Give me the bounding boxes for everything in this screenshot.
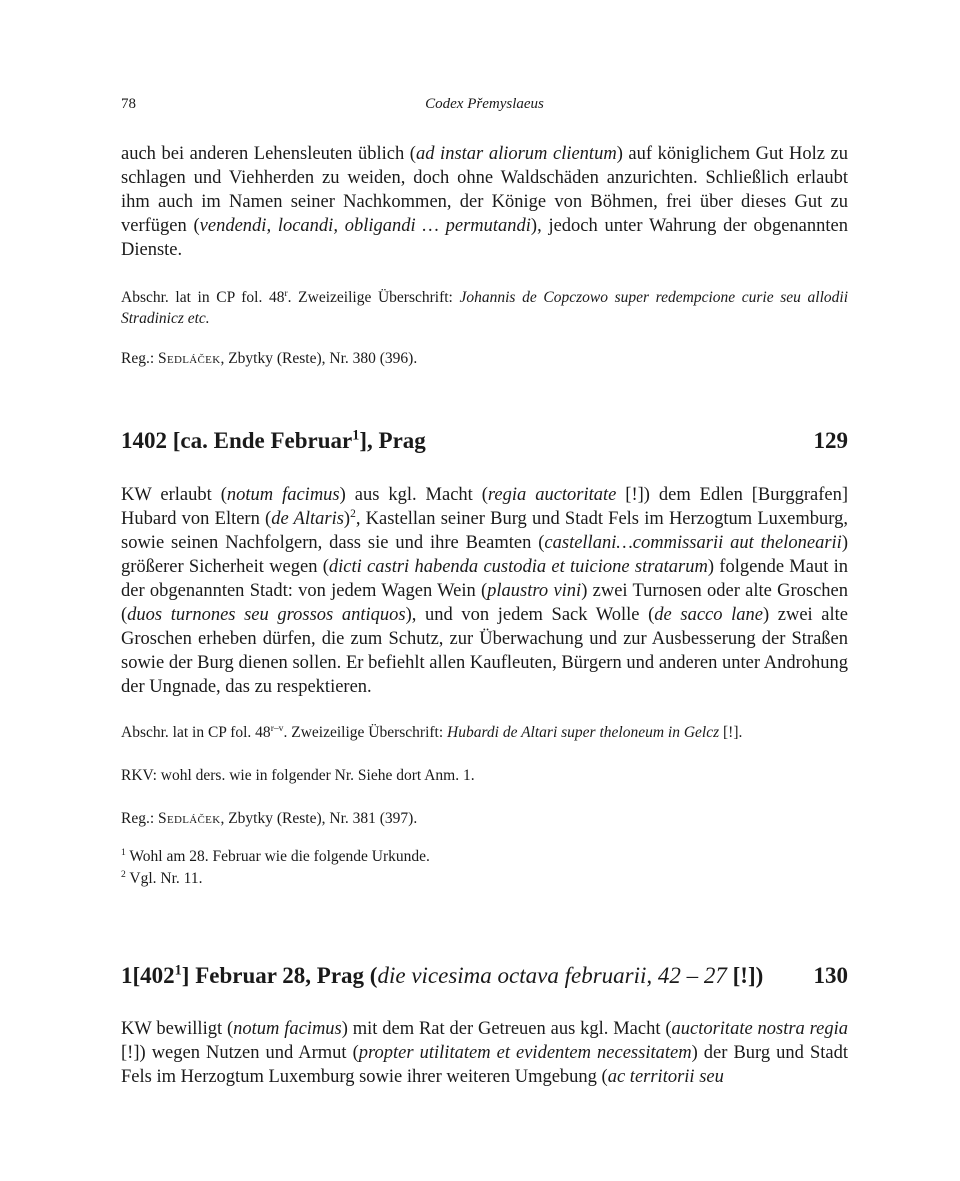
text-run: Reg.:	[121, 350, 159, 367]
text-run: auctoritate nostra regia	[671, 1019, 849, 1039]
text-run: ], Prag	[359, 428, 426, 453]
document-page	[121, 0, 848, 1181]
text-run: [!]) dem Edlen [Burggrafen] Hubard von Eltern (	[121, 485, 848, 529]
text-run: die vicesima octava februarii, 42 – 27	[377, 963, 727, 988]
text-run: Abschr. lat in CP fol. 48	[121, 724, 271, 741]
text-run: Sedláček	[158, 350, 221, 367]
text-run: castellani…commissarii aut thelonearii	[544, 533, 842, 553]
text-run: ) größerer Sicherheit wegen (	[121, 533, 848, 577]
text-run: ) der Burg und Stadt Fels im Herzogtum Luxemburg sowie ihrer weiteren Umgebung (	[121, 1043, 848, 1087]
footnote-1: $^1$ Wohl am 28. Februar wie die folgende Urkunde.	[121, 846, 430, 865]
text-run: de Altaris	[271, 509, 344, 529]
text-run: ac territorii seu	[607, 1067, 724, 1087]
entry-130-title	[121, 963, 763, 989]
text-run: r–v	[270, 722, 284, 734]
entry-129-text	[121, 483, 848, 699]
running-title: Codex Přemyslaeus	[425, 96, 544, 112]
text-run: , Zbytky (Reste), Nr. 380 (396).	[220, 350, 418, 367]
text-run: ) auf königlichem Gut Holz zu schlagen und Viehherden zu weiden, doch ohne Waldschäden anzurichten. Schließlich erlaubt ihm auch im Namen seiner Nachkommen, der Könige von Böhmen, frei über dieses Gut zu verfügen (	[121, 144, 849, 236]
text-run: ) mit dem Rat der Getreuen aus kgl. Macht (	[341, 1019, 672, 1039]
text-run: . Zweizeilige Überschrift:	[287, 289, 460, 306]
text-run: KW erlaubt (	[121, 485, 227, 505]
prev-entry-source-note	[121, 287, 848, 329]
text-run: ) zwei alte Groschen erheben dürfen, die zum Schutz, zur Überwachung und zur Ausbesserung der Straßen sowie der Burg dienen sollen. Er befiehlt allen Kaufleuten, Bürgern und anderen unter Androhung der Ungnade, das zu respektieren.	[121, 605, 848, 697]
text-run: Sedláček	[158, 810, 221, 827]
text-run: r	[284, 287, 288, 299]
text-run: ) zwei Turnosen oder alte Groschen (	[121, 581, 849, 625]
entry-129-number: 129	[813, 428, 848, 453]
page-number: 78	[121, 96, 136, 112]
text-run: regia auctoritate	[487, 485, 617, 505]
footnote-2: $^2$ Vgl. Nr. 11.	[121, 868, 203, 887]
text-run: 1	[352, 427, 360, 444]
text-run: KW bewilligt (	[121, 1019, 234, 1039]
text-run: 1402 [ca. Ende Februar	[121, 428, 353, 453]
text-run: dicti castri habenda custodia et tuicione stratarum	[328, 557, 708, 577]
text-run: Reg.:	[121, 810, 159, 827]
text-run: . Zweizeilige Überschrift:	[283, 724, 448, 741]
entry-130-text	[121, 1017, 848, 1089]
text-run: [!])	[726, 963, 764, 988]
text-run: [!].	[719, 724, 743, 741]
text-run: duos turnones seu grossos antiquos	[127, 605, 406, 625]
text-run: Abschr. lat in CP fol. 48	[121, 289, 285, 306]
text-run: Johannis de Copczowo super redempcione curie seu allodii Stradinicz etc.	[121, 289, 849, 327]
text-run: , Zbytky (Reste), Nr. 381 (397).	[220, 810, 418, 827]
entry-130-number: 130	[813, 963, 848, 988]
text-run: ), jedoch unter Wahrung der obgenannten Dienste.	[121, 216, 848, 260]
entry-129-title	[121, 428, 426, 454]
text-run: ) aus kgl. Macht (	[339, 485, 488, 505]
text-run: ), und von jedem Sack Wolle (	[405, 605, 655, 625]
entry-129-heading	[121, 428, 848, 458]
running-header	[121, 96, 848, 118]
prev-entry-text	[121, 142, 848, 262]
text-run: Hubardi de Altari super theloneum in Gelcz	[447, 724, 720, 741]
text-run: )	[343, 509, 351, 529]
text-run: de sacco lane	[654, 605, 763, 625]
entry-129-rkv-note: RKV: wohl ders. wie in folgender Nr. Siehe dort Anm. 1.	[121, 767, 475, 784]
text-run: notum facimus	[226, 485, 340, 505]
text-run: ad instar aliorum clientum	[415, 144, 617, 164]
text-run: 2	[350, 507, 356, 520]
text-run: vendendi, locandi, obligandi … permutandi	[199, 216, 531, 236]
text-run: ) folgende Maut in der obgenannten Stadt: von jedem Wagen Wein (	[121, 557, 848, 601]
text-run: 1[402	[121, 963, 175, 988]
entry-129-source-note	[121, 722, 848, 743]
text-run: notum facimus	[233, 1019, 342, 1039]
entry-130-heading	[121, 963, 848, 993]
prev-entry-regest	[121, 348, 848, 369]
text-run: 1	[174, 962, 182, 979]
text-run: ] Februar 28, Prag (	[181, 963, 378, 988]
text-run: , Kastellan seiner Burg und Stadt Fels im Herzogtum Luxemburg, sowie seinen Nachfolgern, dass sie und ihre Beamten (	[121, 509, 848, 553]
text-run: [!]) wegen Nutzen und Armut (	[121, 1043, 359, 1063]
text-run: plaustro vini	[487, 581, 582, 601]
text-run: propter utilitatem et evidentem necessitatem	[358, 1043, 692, 1063]
entry-129-regest	[121, 808, 848, 829]
text-run: auch bei anderen Lehensleuten üblich (	[121, 144, 416, 164]
